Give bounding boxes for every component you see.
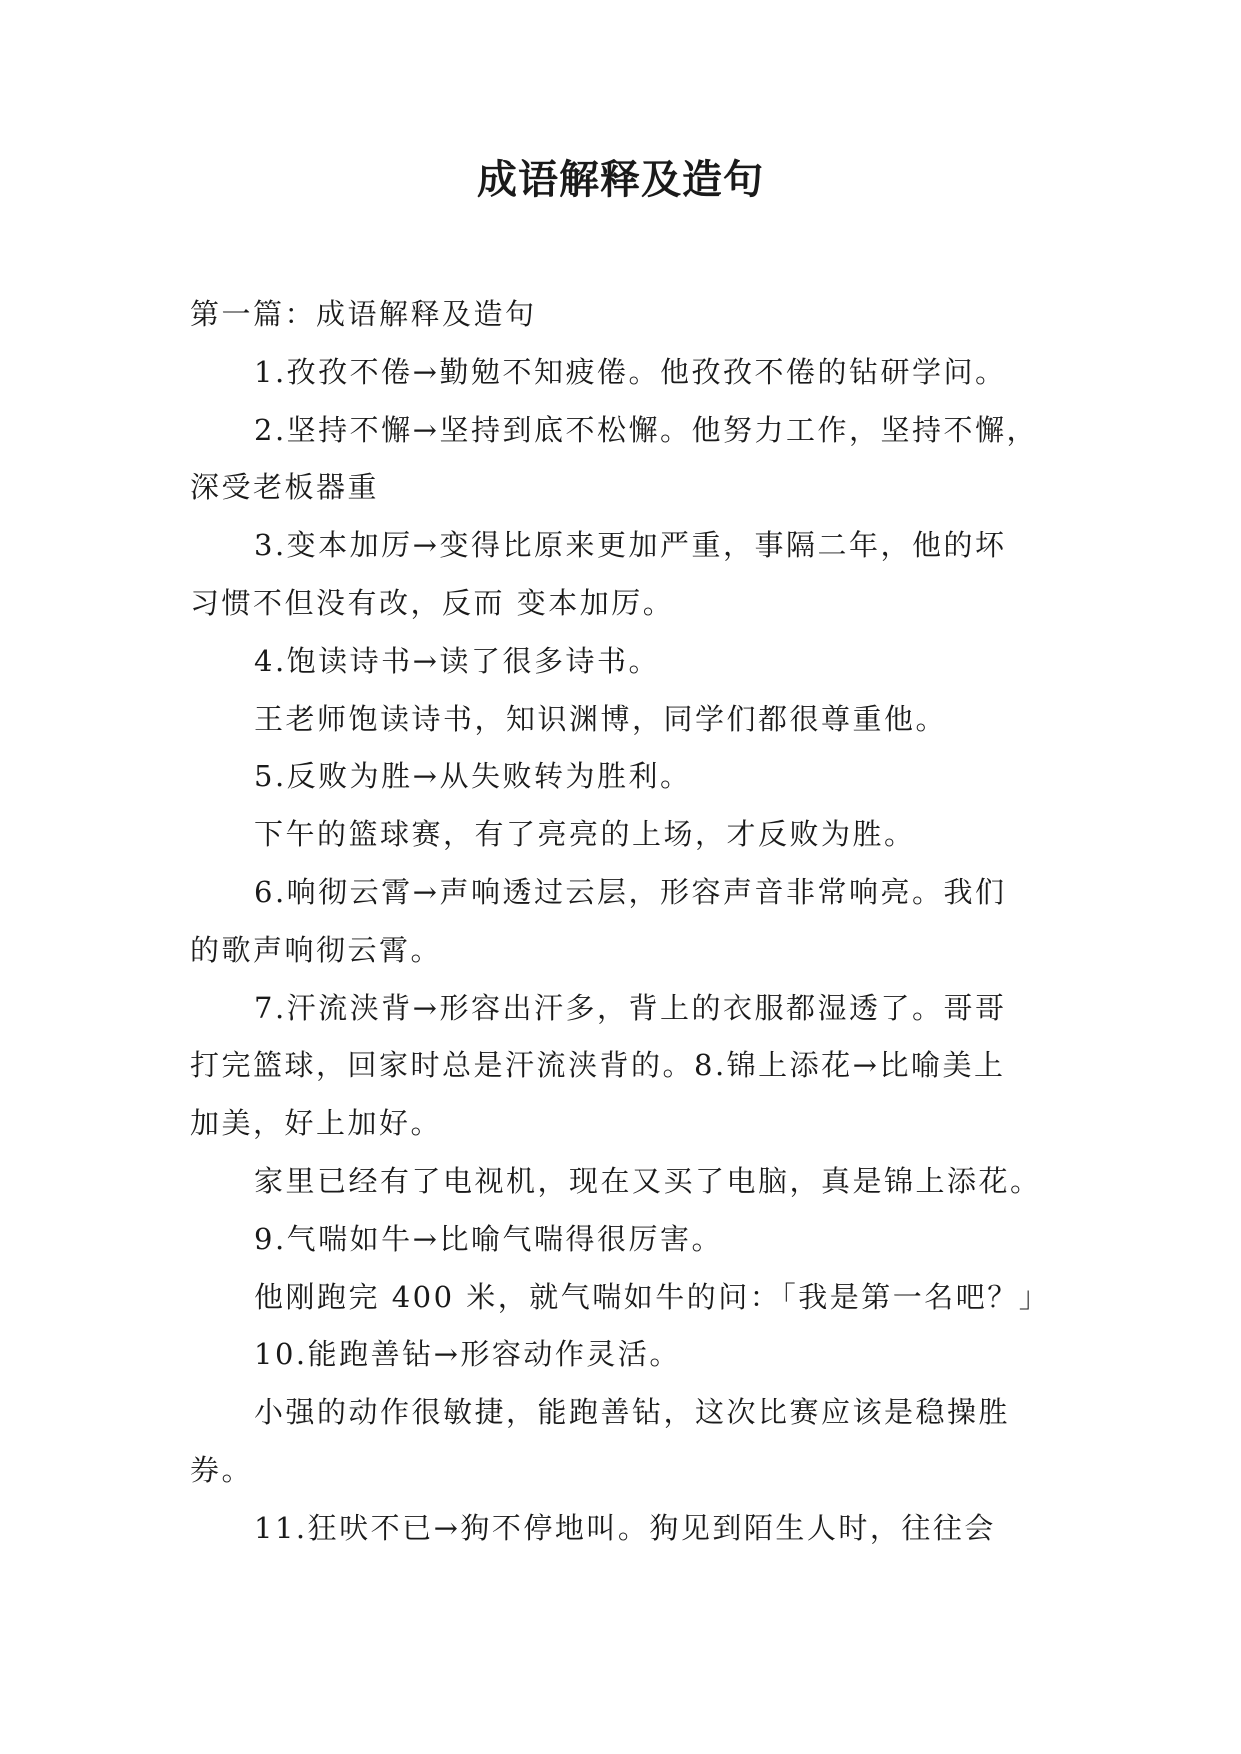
text-line: 的歌声响彻云霄。 (190, 932, 443, 967)
text-line: 3.变本加厉→变得比原来更加严重，事隔二年，他的坏 (254, 528, 1007, 563)
text-line: 家里已经有了电视机，现在又买了电脑，真是锦上添花。 (254, 1163, 1042, 1198)
document-title: 成语解释及造句 (477, 157, 764, 203)
text-line: 王老师饱读诗书，知识渊博，同学们都很尊重他。 (254, 701, 948, 736)
text-line: 1.孜孜不倦→勤勉不知疲倦。他孜孜不倦的钻研学问。 (254, 354, 1007, 389)
text-line: 4.饱读诗书→读了很多诗书。 (254, 643, 660, 678)
text-line: 小强的动作很敏捷，能跑善钻，这次比赛应该是稳操胜 (254, 1395, 1011, 1430)
text-line: 习惯不但没有改，反而 变本加厉。 (190, 585, 675, 620)
text-line: 下午的篮球赛，有了亮亮的上场，才反败为胜。 (254, 817, 916, 852)
text-line: 打完篮球，回家时总是汗流浃背的。8.锦上添花→比喻美上 (190, 1048, 1006, 1083)
text-line: 深受老板器重 (190, 470, 380, 505)
text-line: 第一篇：成语解释及造句 (190, 297, 537, 331)
text-line: 10.能跑善钻→形容动作灵活。 (254, 1337, 681, 1372)
text-line: 他刚跑完 400 米，就气喘如牛的问：「我是第一名吧？」 (254, 1279, 1051, 1314)
text-line: 9.气喘如牛→比喻气喘得很厉害。 (254, 1221, 723, 1256)
text-line: 券。 (190, 1452, 254, 1487)
text-line: 6.响彻云霄→声响透过云层，形容声音非常响亮。我们 (254, 874, 1007, 909)
text-line: 5.反败为胜→从失败转为胜利。 (254, 759, 692, 794)
text-line: 7.汗流浃背→形容出汗多，背上的衣服都湿透了。哥哥 (254, 990, 1007, 1025)
text-line: 加美，好上加好。 (190, 1106, 443, 1141)
document-body (190, 286, 1060, 1558)
text-line: 11.狂吠不已→狗不停地叫。狗见到陌生人时，往往会 (254, 1510, 996, 1545)
text-line: 2.坚持不懈→坚持到底不松懈。他努力工作，坚持不懈， (254, 412, 1038, 447)
